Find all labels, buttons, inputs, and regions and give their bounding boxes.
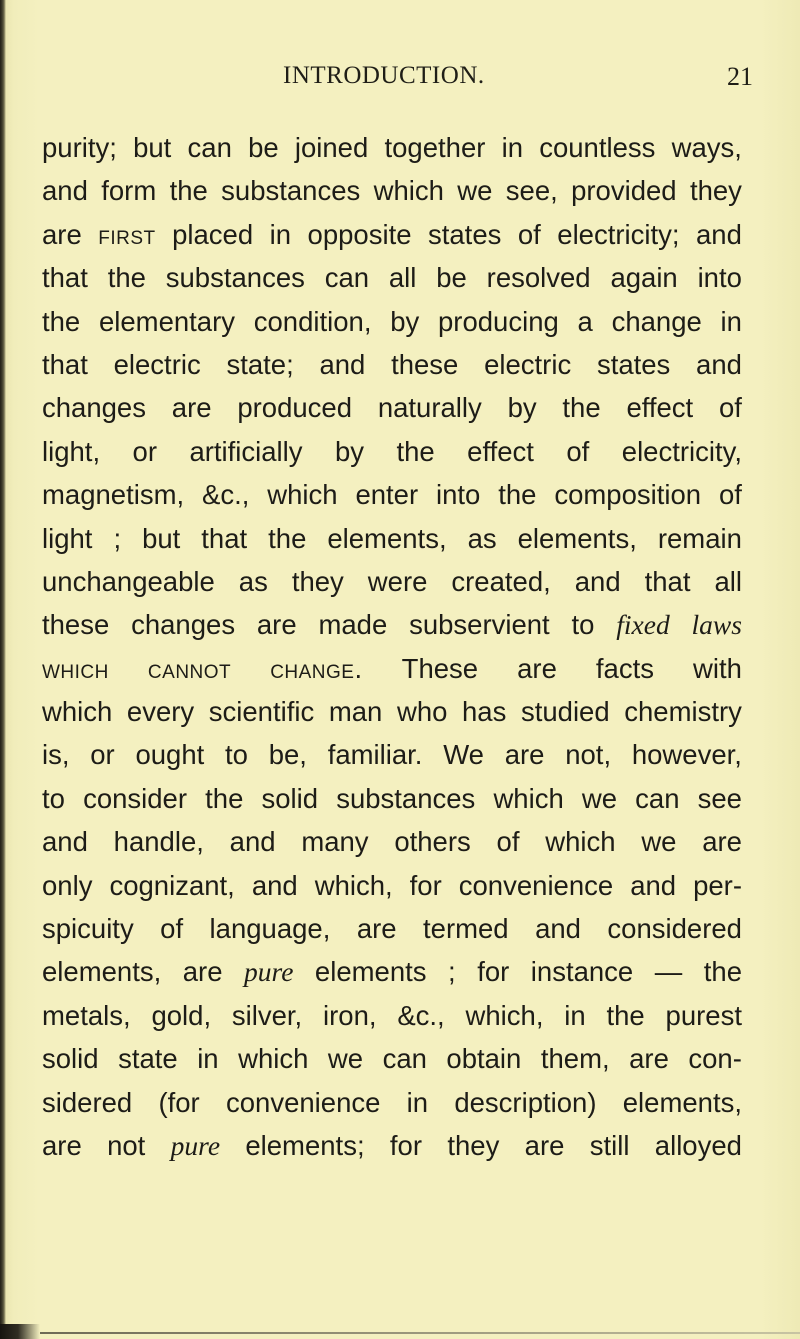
word: the <box>562 392 601 424</box>
word: that <box>201 522 248 554</box>
text-line <box>42 690 742 733</box>
word: electricity; <box>557 218 680 250</box>
word: purest <box>665 999 742 1031</box>
word: to <box>225 739 248 771</box>
word: to <box>571 609 595 641</box>
word: all <box>714 565 742 597</box>
word: are <box>42 1129 82 1161</box>
word: together <box>384 132 486 163</box>
text-line <box>42 647 742 690</box>
text-line <box>42 950 742 993</box>
word: naturally <box>377 392 482 424</box>
word: are <box>42 218 82 250</box>
word: the <box>606 999 645 1031</box>
word: and <box>630 869 677 901</box>
word: but <box>133 132 172 163</box>
word: be, <box>268 739 307 771</box>
word: &c., <box>202 479 250 511</box>
word: light <box>42 522 93 554</box>
word: created, <box>451 565 551 597</box>
small-caps-word: cannot <box>147 652 232 684</box>
word: sidered <box>42 1086 133 1118</box>
italic-word: pure <box>244 956 294 988</box>
word: We <box>443 739 484 771</box>
word: or <box>132 435 157 467</box>
word: and <box>251 869 298 901</box>
word: electricity, <box>621 435 742 467</box>
word: elements, <box>622 1086 742 1118</box>
chapter-title: INTRODUCTION. <box>283 62 485 89</box>
word: instance <box>530 956 634 988</box>
word: spicuity <box>42 913 134 945</box>
word: were <box>367 565 428 597</box>
small-caps-word: first <box>98 218 156 250</box>
word: gold, <box>151 999 212 1031</box>
word: the <box>396 435 435 467</box>
word: handle, <box>113 826 204 858</box>
word: state; <box>226 348 294 380</box>
word: into <box>436 479 481 511</box>
word: them, <box>540 1043 610 1075</box>
word: composition <box>554 479 702 511</box>
word: are <box>171 392 212 424</box>
text-line <box>42 213 742 256</box>
word: subservient <box>409 609 550 641</box>
word: who <box>396 696 448 728</box>
text-line <box>42 256 742 299</box>
word: and <box>696 348 742 380</box>
word: joined <box>294 132 369 163</box>
word: — <box>654 956 683 988</box>
word: only <box>42 869 93 901</box>
word: per- <box>693 869 742 901</box>
word: of <box>160 913 184 945</box>
word: countless <box>539 132 656 163</box>
word: which <box>493 782 564 814</box>
word: of <box>517 218 541 250</box>
word: ways, <box>671 132 742 163</box>
running-head <box>283 62 753 102</box>
word: changes <box>131 609 236 641</box>
word: elements; <box>245 1129 365 1161</box>
word: elements, <box>42 956 162 988</box>
word: elementary <box>98 305 236 337</box>
text-line <box>42 907 742 950</box>
word: for <box>389 1129 423 1161</box>
text-line <box>42 473 742 516</box>
word: of <box>718 479 742 511</box>
word: electric <box>113 348 201 380</box>
word: enter <box>355 479 419 511</box>
word: the <box>107 262 146 294</box>
word: these <box>391 348 459 380</box>
text-line <box>42 733 742 776</box>
word: producing <box>438 305 559 337</box>
word: changes <box>42 392 146 424</box>
word: purity; <box>42 132 117 163</box>
word: by <box>507 392 537 424</box>
word: solid <box>261 782 319 814</box>
word: the <box>169 175 208 207</box>
word: produced <box>237 392 353 424</box>
text-line <box>42 560 742 603</box>
word: effect <box>467 435 534 467</box>
text-line <box>42 169 742 212</box>
word: they <box>689 175 742 207</box>
word: state <box>118 1043 178 1075</box>
word: for <box>409 869 442 901</box>
word: con- <box>688 1043 742 1075</box>
word: to <box>42 782 65 814</box>
word: are <box>517 652 557 684</box>
word: for <box>477 956 510 988</box>
scan-smudge <box>0 1324 40 1339</box>
word: of <box>496 826 520 858</box>
word: substances <box>221 175 361 207</box>
page-number: 21 <box>727 62 753 91</box>
word: see, <box>505 175 558 207</box>
word: ought <box>135 739 205 771</box>
word: are <box>702 826 742 858</box>
text-line <box>42 864 742 907</box>
word: elements <box>314 956 427 988</box>
word: in <box>564 999 586 1031</box>
word: which <box>267 479 338 511</box>
italic-word: laws <box>691 609 742 641</box>
text-line <box>42 517 742 560</box>
word: resolved <box>486 262 591 294</box>
word: the <box>498 479 537 511</box>
text-line <box>42 430 742 473</box>
word: facts <box>595 652 654 684</box>
word: or <box>90 739 115 771</box>
word: in <box>720 305 742 337</box>
word: unchangeable <box>42 565 215 597</box>
word: in <box>406 1086 429 1118</box>
word: but <box>142 522 181 554</box>
word: termed <box>423 913 509 945</box>
word: and <box>42 175 88 207</box>
word: the <box>268 522 307 554</box>
text-line <box>42 603 742 646</box>
word: states <box>428 218 502 250</box>
word: by <box>390 305 420 337</box>
word: can <box>635 782 680 814</box>
text-line <box>42 777 742 820</box>
word: and <box>319 348 366 380</box>
word: and <box>535 913 581 945</box>
word: be <box>248 132 279 163</box>
word: in <box>197 1043 219 1075</box>
text-line <box>42 1124 742 1167</box>
word: placed <box>172 218 254 250</box>
word: are <box>504 739 545 771</box>
small-caps-word: change. <box>270 652 363 684</box>
word: which <box>373 175 444 207</box>
word: which <box>545 826 616 858</box>
word: light, <box>42 435 101 467</box>
word: opposite <box>307 218 412 250</box>
word: artificially <box>189 435 303 467</box>
word: which <box>238 1043 309 1075</box>
word: is, <box>42 739 70 771</box>
word: metals, <box>42 999 131 1031</box>
word: (for <box>158 1086 200 1118</box>
word: the <box>205 782 244 814</box>
word: many <box>301 826 369 858</box>
word: cognizant, <box>109 869 235 901</box>
body-text <box>42 126 742 1167</box>
word: substances <box>336 782 476 814</box>
word: are <box>629 1043 669 1075</box>
word: electric <box>484 348 572 380</box>
word: &c., <box>397 999 445 1031</box>
text-line <box>42 1081 742 1124</box>
text-line <box>42 820 742 863</box>
word: can <box>382 1043 427 1075</box>
word: with <box>693 652 742 684</box>
word: as <box>467 522 497 554</box>
word: can <box>324 262 370 294</box>
word: that <box>644 565 691 597</box>
word: which, <box>465 999 544 1031</box>
word: form <box>101 175 157 207</box>
word: of <box>566 435 590 467</box>
word: change <box>611 305 702 337</box>
word: still <box>589 1129 630 1161</box>
word: familiar. <box>327 739 423 771</box>
word: every <box>126 696 195 728</box>
word: however, <box>631 739 742 771</box>
word: are <box>356 913 397 945</box>
word: are <box>524 1129 565 1161</box>
word: see <box>697 782 742 814</box>
word: considered <box>607 913 742 945</box>
word: These <box>401 652 479 684</box>
word: in <box>269 218 292 250</box>
word: silver, <box>231 999 303 1031</box>
word: and <box>42 826 88 858</box>
word: which <box>42 696 113 728</box>
word: we <box>327 1043 364 1075</box>
word: they <box>447 1129 500 1161</box>
word: which, <box>314 869 393 901</box>
text-line <box>42 343 742 386</box>
word: chemistry <box>624 696 742 728</box>
word: studied <box>520 696 610 728</box>
word: and <box>229 826 276 858</box>
word: effect <box>626 392 694 424</box>
word: are <box>182 956 223 988</box>
word: others <box>394 826 471 858</box>
text-line <box>42 126 742 169</box>
word: condition, <box>253 305 372 337</box>
word: be <box>436 262 467 294</box>
small-caps-word: which <box>42 652 109 684</box>
word: the <box>703 956 742 988</box>
word: convenience <box>225 1086 381 1118</box>
word: and <box>574 565 621 597</box>
word: they <box>291 565 344 597</box>
word: as <box>238 565 268 597</box>
word: description) <box>454 1086 597 1118</box>
word: substances <box>165 262 305 294</box>
word: all <box>388 262 417 294</box>
italic-word: pure <box>170 1129 221 1161</box>
word: language, <box>209 913 331 945</box>
word: in <box>501 132 524 163</box>
word: a <box>577 305 593 337</box>
word: and <box>696 218 742 250</box>
word: that <box>42 348 88 380</box>
word: remain <box>657 522 742 554</box>
word: elements, <box>327 522 447 554</box>
word: into <box>697 262 742 294</box>
word: can <box>187 132 232 163</box>
word: we <box>641 826 677 858</box>
word: we <box>581 782 618 814</box>
text-line <box>42 1037 742 1080</box>
word: man <box>328 696 383 728</box>
word: we <box>457 175 493 207</box>
word: not, <box>565 739 612 771</box>
text-line <box>42 386 742 429</box>
word: provided <box>571 175 677 207</box>
word: made <box>318 609 388 641</box>
word: alloyed <box>654 1129 742 1161</box>
word: iron, <box>323 999 377 1031</box>
text-line <box>42 300 742 343</box>
word: ; <box>448 956 456 988</box>
text-line <box>42 994 742 1037</box>
page-bottom-edge <box>40 1332 800 1334</box>
word: elements, <box>517 522 637 554</box>
italic-word: fixed <box>616 609 670 641</box>
word: consider <box>83 782 188 814</box>
word: scientific <box>208 696 315 728</box>
word: ; <box>113 522 122 554</box>
word: convenience <box>458 869 614 901</box>
word: the <box>42 305 81 337</box>
page-binding-edge <box>0 0 6 1339</box>
word: not <box>107 1129 146 1161</box>
word: again <box>610 262 678 294</box>
word: that <box>42 262 88 294</box>
word: magnetism, <box>42 479 185 511</box>
word: of <box>719 392 742 424</box>
word: these <box>42 609 110 641</box>
word: are <box>256 609 297 641</box>
word: solid <box>42 1043 99 1075</box>
word: obtain <box>446 1043 522 1075</box>
word: states <box>596 348 671 380</box>
word: by <box>334 435 365 467</box>
word: has <box>462 696 507 728</box>
